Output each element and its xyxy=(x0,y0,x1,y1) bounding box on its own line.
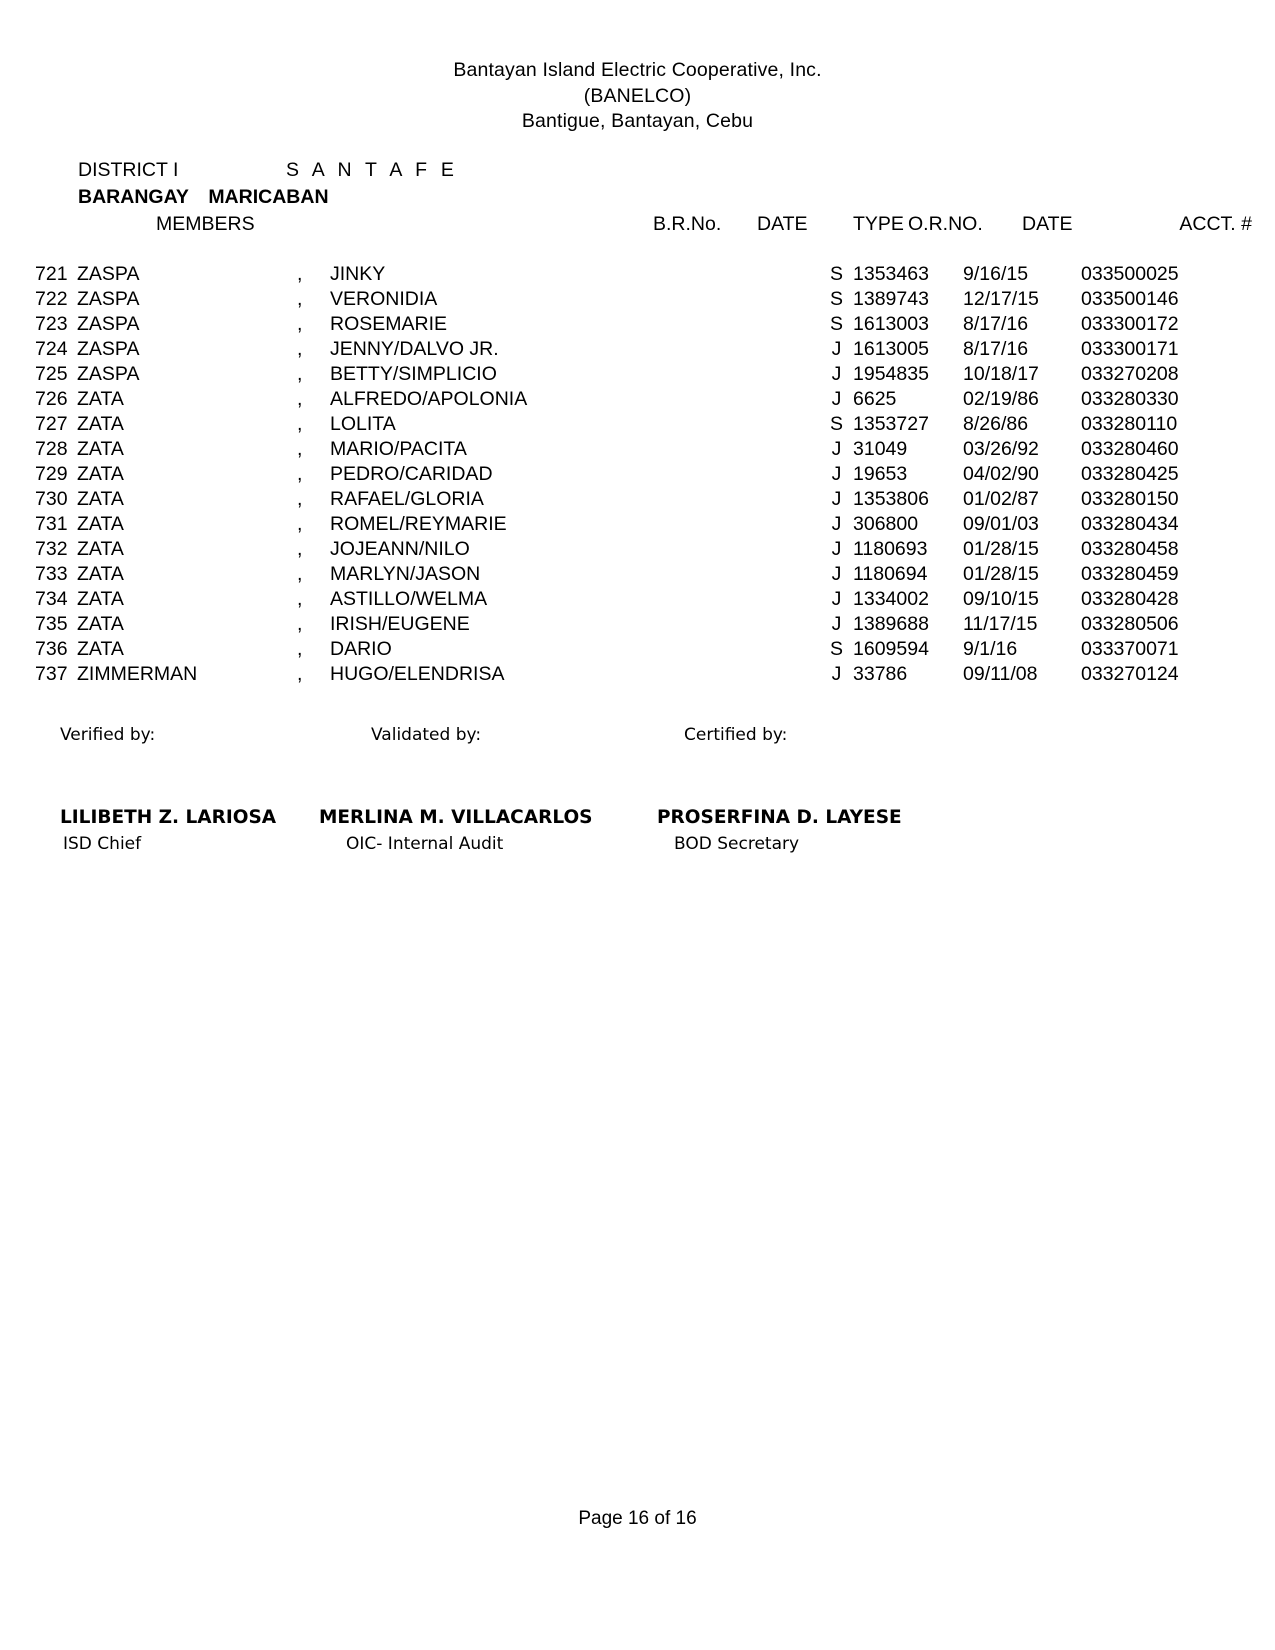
table-row xyxy=(35,437,1275,462)
validated-by-name: MERLINA M. VILLACARLOS xyxy=(319,806,593,828)
row-comma: , xyxy=(297,487,303,510)
column-header-type: TYPE xyxy=(853,212,904,235)
row-surname: ZASPA xyxy=(77,312,140,335)
row-or-no: 1353806 xyxy=(853,487,929,510)
row-or-date: 12/17/15 xyxy=(963,287,1039,310)
table-row xyxy=(35,512,1275,537)
row-or-no: 1180693 xyxy=(853,537,928,560)
row-firstname: ALFREDO/APOLONIA xyxy=(330,387,528,410)
row-acct: 033370071 xyxy=(1081,637,1179,660)
row-comma: , xyxy=(297,537,303,560)
row-surname: ZATA xyxy=(77,637,124,660)
row-type: J xyxy=(831,487,842,510)
row-comma: , xyxy=(297,287,303,310)
table-row xyxy=(35,562,1275,587)
company-name: Bantayan Island Electric Cooperative, Inc. xyxy=(453,59,822,81)
row-firstname: LOLITA xyxy=(330,412,396,435)
row-comma: , xyxy=(297,262,303,285)
row-number: 725 xyxy=(35,362,68,385)
validated-by-label: Validated by: xyxy=(371,724,482,745)
row-or-date: 9/16/15 xyxy=(963,262,1029,285)
table-row xyxy=(35,537,1275,562)
row-or-no: 306800 xyxy=(853,512,919,535)
row-or-date: 01/28/15 xyxy=(963,537,1039,560)
row-firstname: JENNY/DALVO JR. xyxy=(330,337,499,360)
row-acct: 033270208 xyxy=(1081,362,1179,385)
row-surname: ZATA xyxy=(77,512,124,535)
table-row xyxy=(35,637,1275,662)
row-surname: ZATA xyxy=(77,587,124,610)
row-firstname: VERONIDIA xyxy=(330,287,438,310)
page-number: Page 16 of 16 xyxy=(578,1508,697,1529)
district-label: DISTRICT I xyxy=(78,158,179,181)
row-or-no: 1609594 xyxy=(853,637,929,660)
verified-by-name: LILIBETH Z. LARIOSA xyxy=(60,806,277,828)
column-header-acct: ACCT. # xyxy=(1179,212,1252,235)
row-number: 735 xyxy=(35,612,68,635)
municipality-name: S A N T A F E xyxy=(286,158,459,181)
row-acct: 033280150 xyxy=(1081,487,1179,510)
row-comma: , xyxy=(297,337,303,360)
row-surname: ZATA xyxy=(77,562,124,585)
row-firstname: RAFAEL/GLORIA xyxy=(330,487,484,510)
row-number: 727 xyxy=(35,412,68,435)
row-acct: 033280458 xyxy=(1081,537,1179,560)
barangay-name: MARICABAN xyxy=(208,185,329,208)
signature-block xyxy=(0,725,1275,854)
row-comma: , xyxy=(297,437,303,460)
location-meta xyxy=(0,157,1275,237)
row-acct: 033300171 xyxy=(1081,337,1179,360)
table-row xyxy=(35,362,1275,387)
row-surname: ZATA xyxy=(77,612,124,635)
row-type: J xyxy=(831,512,842,535)
row-firstname: MARLYN/JASON xyxy=(330,562,481,585)
row-or-no: 1613003 xyxy=(853,312,929,335)
company-acronym: (BANELCO) xyxy=(583,84,692,107)
row-number: 732 xyxy=(35,537,68,560)
row-or-no: 1353727 xyxy=(853,412,929,435)
row-acct: 033280110 xyxy=(1081,412,1178,435)
row-acct: 033280428 xyxy=(1081,587,1179,610)
row-acct: 033280506 xyxy=(1081,612,1179,635)
table-row xyxy=(35,337,1275,362)
row-surname: ZASPA xyxy=(77,287,140,310)
row-or-no: 6625 xyxy=(853,387,897,410)
row-surname: ZASPA xyxy=(77,262,140,285)
row-surname: ZATA xyxy=(77,462,124,485)
row-surname: ZATA xyxy=(77,437,124,460)
row-or-no: 31049 xyxy=(853,437,908,460)
row-type: J xyxy=(831,662,842,685)
row-comma: , xyxy=(297,387,303,410)
row-comma: , xyxy=(297,587,303,610)
row-number: 726 xyxy=(35,387,68,410)
table-row xyxy=(35,487,1275,512)
validated-by-title: OIC- Internal Audit xyxy=(346,833,504,854)
table-column-headers xyxy=(78,211,1275,237)
members-table-body xyxy=(0,262,1275,687)
row-or-no: 1954835 xyxy=(853,362,929,385)
row-number: 729 xyxy=(35,462,68,485)
company-address: Bantigue, Bantayan, Cebu xyxy=(521,110,754,132)
row-type: J xyxy=(831,562,842,585)
row-or-no: 33786 xyxy=(853,662,908,685)
row-acct: 033280459 xyxy=(1081,562,1179,585)
page-footer xyxy=(0,1508,1275,1530)
row-firstname: ROSEMARIE xyxy=(330,312,448,335)
row-number: 734 xyxy=(35,587,68,610)
signature-labels-row xyxy=(60,725,1275,745)
row-firstname: JINKY xyxy=(330,262,386,285)
row-acct: 033500025 xyxy=(1081,262,1179,285)
row-comma: , xyxy=(297,462,303,485)
row-firstname: HUGO/ELENDRISA xyxy=(330,662,505,685)
row-comma: , xyxy=(297,512,303,535)
verified-by-title: ISD Chief xyxy=(63,833,142,854)
table-row xyxy=(35,312,1275,337)
row-or-date: 8/26/86 xyxy=(963,412,1029,435)
row-or-no: 1353463 xyxy=(853,262,929,285)
barangay-row xyxy=(78,184,1275,210)
row-acct: 033270124 xyxy=(1081,662,1179,685)
row-comma: , xyxy=(297,312,303,335)
signature-names-row xyxy=(60,807,1275,828)
row-type: J xyxy=(831,387,842,410)
row-surname: ZATA xyxy=(77,387,124,410)
row-number: 728 xyxy=(35,437,68,460)
row-number: 737 xyxy=(35,662,68,685)
row-surname: ZASPA xyxy=(77,362,140,385)
table-row xyxy=(35,587,1275,612)
row-surname: ZATA xyxy=(77,487,124,510)
row-or-date: 11/17/15 xyxy=(963,612,1038,635)
table-row xyxy=(35,287,1275,312)
district-row xyxy=(78,157,1275,183)
row-or-no: 1613005 xyxy=(853,337,929,360)
row-acct: 033280330 xyxy=(1081,387,1179,410)
row-type: S xyxy=(829,637,843,660)
row-or-no: 1180694 xyxy=(853,562,928,585)
row-or-no: 1389743 xyxy=(853,287,929,310)
row-or-date: 01/28/15 xyxy=(963,562,1039,585)
row-number: 724 xyxy=(35,337,68,360)
certified-by-title: BOD Secretary xyxy=(674,833,800,854)
table-row xyxy=(35,612,1275,637)
row-type: S xyxy=(829,287,843,310)
row-number: 736 xyxy=(35,637,68,660)
table-row xyxy=(35,412,1275,437)
row-firstname: DARIO xyxy=(330,637,392,660)
row-firstname: JOJEANN/NILO xyxy=(330,537,470,560)
row-firstname: PEDRO/CARIDAD xyxy=(330,462,493,485)
row-comma: , xyxy=(297,612,303,635)
column-header-br-date: DATE xyxy=(757,212,808,235)
row-number: 733 xyxy=(35,562,68,585)
row-or-date: 09/11/08 xyxy=(963,662,1038,685)
row-type: J xyxy=(831,612,842,635)
table-row xyxy=(35,387,1275,412)
row-or-date: 02/19/86 xyxy=(963,387,1039,410)
row-comma: , xyxy=(297,562,303,585)
row-or-date: 9/1/16 xyxy=(963,637,1018,660)
row-or-date: 10/18/17 xyxy=(963,362,1039,385)
row-or-date: 09/01/03 xyxy=(963,512,1039,535)
row-firstname: IRISH/EUGENE xyxy=(330,612,470,635)
row-type: J xyxy=(831,587,842,610)
row-or-date: 8/17/16 xyxy=(963,312,1029,335)
row-comma: , xyxy=(297,662,303,685)
row-surname: ZIMMERMAN xyxy=(77,662,198,685)
row-comma: , xyxy=(297,412,303,435)
row-firstname: BETTY/SIMPLICIO xyxy=(330,362,497,385)
row-type: J xyxy=(831,337,842,360)
column-header-or-date: DATE xyxy=(1022,212,1073,235)
verified-by-label: Verified by: xyxy=(60,724,156,745)
row-type: S xyxy=(829,412,843,435)
row-acct: 033280460 xyxy=(1081,437,1179,460)
barangay-label: BARANGAY xyxy=(78,185,189,208)
table-row xyxy=(35,262,1275,287)
row-or-no: 19653 xyxy=(853,462,908,485)
row-type: J xyxy=(831,537,842,560)
row-acct: 033280434 xyxy=(1081,512,1179,535)
row-number: 723 xyxy=(35,312,68,335)
row-or-date: 01/02/87 xyxy=(963,487,1039,510)
table-row xyxy=(35,462,1275,487)
row-firstname: MARIO/PACITA xyxy=(330,437,467,460)
row-comma: , xyxy=(297,362,303,385)
row-number: 722 xyxy=(35,287,68,310)
row-number: 721 xyxy=(35,262,68,285)
row-acct: 033280425 xyxy=(1081,462,1179,485)
row-firstname: ASTILLO/WELMA xyxy=(330,587,488,610)
row-type: J xyxy=(831,437,842,460)
row-surname: ZATA xyxy=(77,412,124,435)
row-or-date: 09/10/15 xyxy=(963,587,1039,610)
table-row xyxy=(35,662,1275,687)
row-comma: , xyxy=(297,637,303,660)
row-number: 730 xyxy=(35,487,68,510)
column-header-members: MEMBERS xyxy=(156,212,255,235)
certified-by-name: PROSERFINA D. LAYESE xyxy=(657,806,902,828)
row-type: S xyxy=(829,262,843,285)
row-surname: ZATA xyxy=(77,537,124,560)
row-surname: ZASPA xyxy=(77,337,140,360)
document-header xyxy=(0,0,1275,135)
row-or-date: 8/17/16 xyxy=(963,337,1029,360)
row-type: J xyxy=(831,362,842,385)
certified-by-label: Certified by: xyxy=(684,724,788,745)
row-acct: 033300172 xyxy=(1081,312,1179,335)
row-or-date: 04/02/90 xyxy=(963,462,1039,485)
row-acct: 033500146 xyxy=(1081,287,1179,310)
column-header-br-no: B.R.No. xyxy=(653,212,722,235)
row-type: J xyxy=(831,462,842,485)
row-or-no: 1334002 xyxy=(853,587,929,610)
row-number: 731 xyxy=(35,512,68,535)
row-type: S xyxy=(829,312,843,335)
row-or-no: 1389688 xyxy=(853,612,929,635)
row-firstname: ROMEL/REYMARIE xyxy=(330,512,507,535)
column-header-or-no: O.R.NO. xyxy=(908,212,983,235)
signature-titles-row xyxy=(60,834,1275,854)
row-or-date: 03/26/92 xyxy=(963,437,1039,460)
